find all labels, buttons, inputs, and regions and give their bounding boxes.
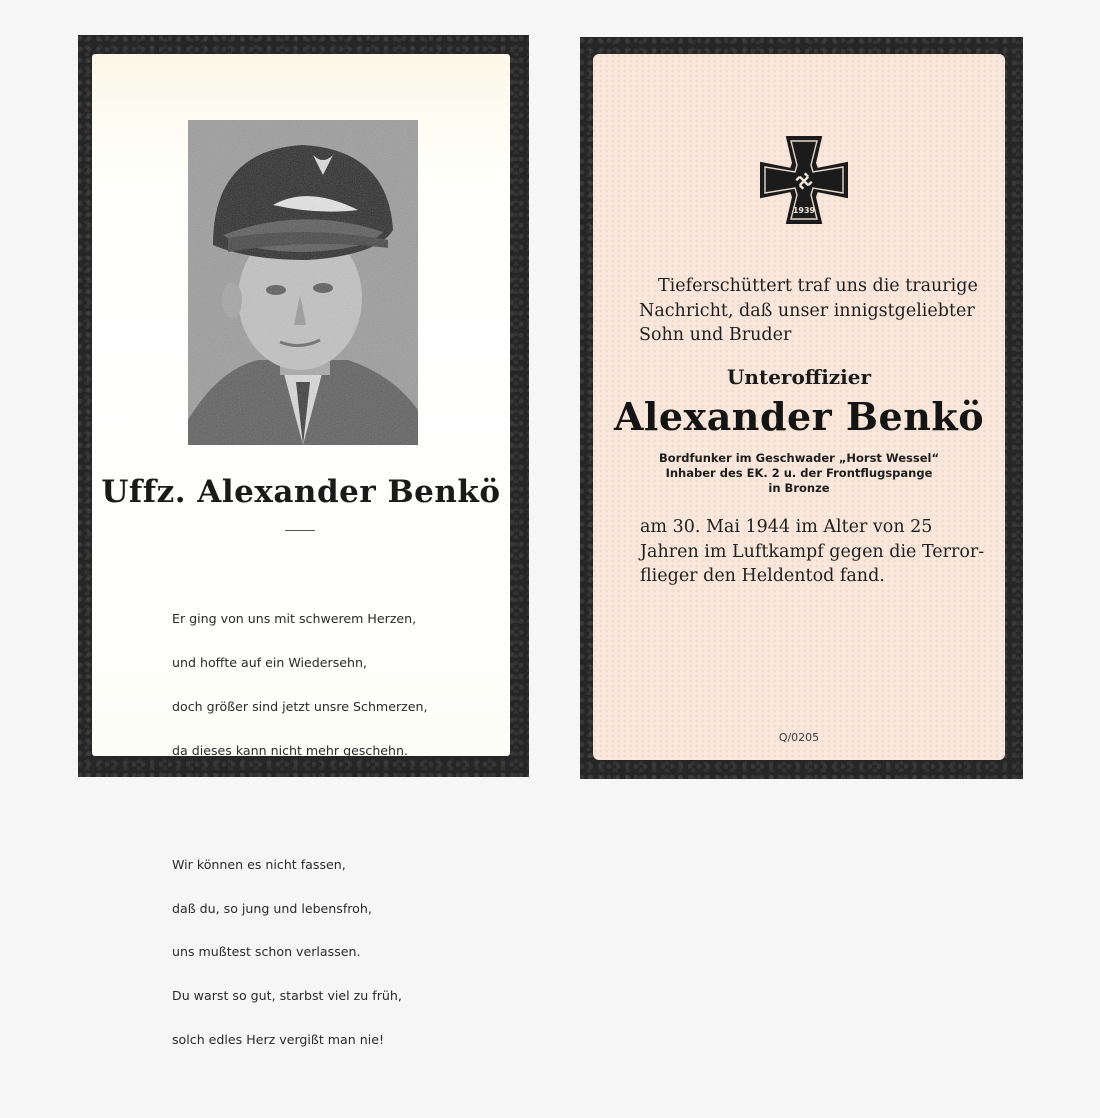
printer-code: Q/0205 xyxy=(778,731,820,744)
memorial-card-front xyxy=(78,35,529,1047)
death-line: Jahren im Luftkampf gegen die Terror- xyxy=(640,541,985,562)
unit-and-decorations xyxy=(593,451,1005,496)
iron-cross-icon xyxy=(757,133,851,227)
portrait-photo xyxy=(188,120,418,445)
poem-line: daß du, so jung und lebensfroh, xyxy=(172,900,372,916)
portrait-image-icon xyxy=(188,120,418,445)
intro-line: Nachricht, daß unser innigstgeliebter xyxy=(639,300,975,321)
death-line: am 30. Mai 1944 im Alter von 25 xyxy=(640,517,933,537)
death-line: flieger den Heldentod fand. xyxy=(640,566,885,586)
poem-line: uns mußtest schon verlassen. xyxy=(172,944,361,960)
poem-line: Er ging von uns mit schwerem Herzen, xyxy=(172,611,417,627)
memorial-card-back xyxy=(580,37,1023,779)
deceased-name: Alexander Benkö xyxy=(613,394,985,439)
poem-stanza-1 xyxy=(172,583,427,787)
deceased-name-heading: Uffz. Alexander Benkö xyxy=(101,474,501,510)
poem-line: solch edles Herz vergißt man nie! xyxy=(172,1032,385,1047)
poem-line: doch größer sind jetzt unsre Schmerzen, xyxy=(172,698,428,714)
announcement-intro xyxy=(639,274,978,348)
card-back-paper xyxy=(593,54,1005,760)
unit-line: Bordfunker im Geschwader „Horst Wessel“ xyxy=(658,451,940,465)
unit-line: in Bronze xyxy=(768,481,830,495)
poem-line: da dieses kann nicht mehr geschehn. xyxy=(172,742,409,758)
military-rank: Unteroffizier xyxy=(726,365,872,389)
poem-line: und hoffte auf ein Wiedersehn, xyxy=(172,655,368,671)
card-front-paper xyxy=(92,54,510,1047)
poem-line: Du warst so gut, starbst viel zu früh, xyxy=(172,988,402,1004)
death-details xyxy=(640,515,985,589)
intro-line: Tieferschüttert traf uns die traurige xyxy=(658,276,978,296)
poem-stanza-2 xyxy=(172,829,427,1077)
intro-line: Sohn und Bruder xyxy=(639,325,792,345)
svg-text:1939: 1939 xyxy=(792,206,816,215)
memorial-poem xyxy=(172,554,427,1118)
unit-line: Inhaber des EK. 2 u. der Frontflugspange xyxy=(665,466,933,480)
divider-line xyxy=(285,530,315,531)
poem-line: Wir können es nicht fassen, xyxy=(172,856,346,872)
